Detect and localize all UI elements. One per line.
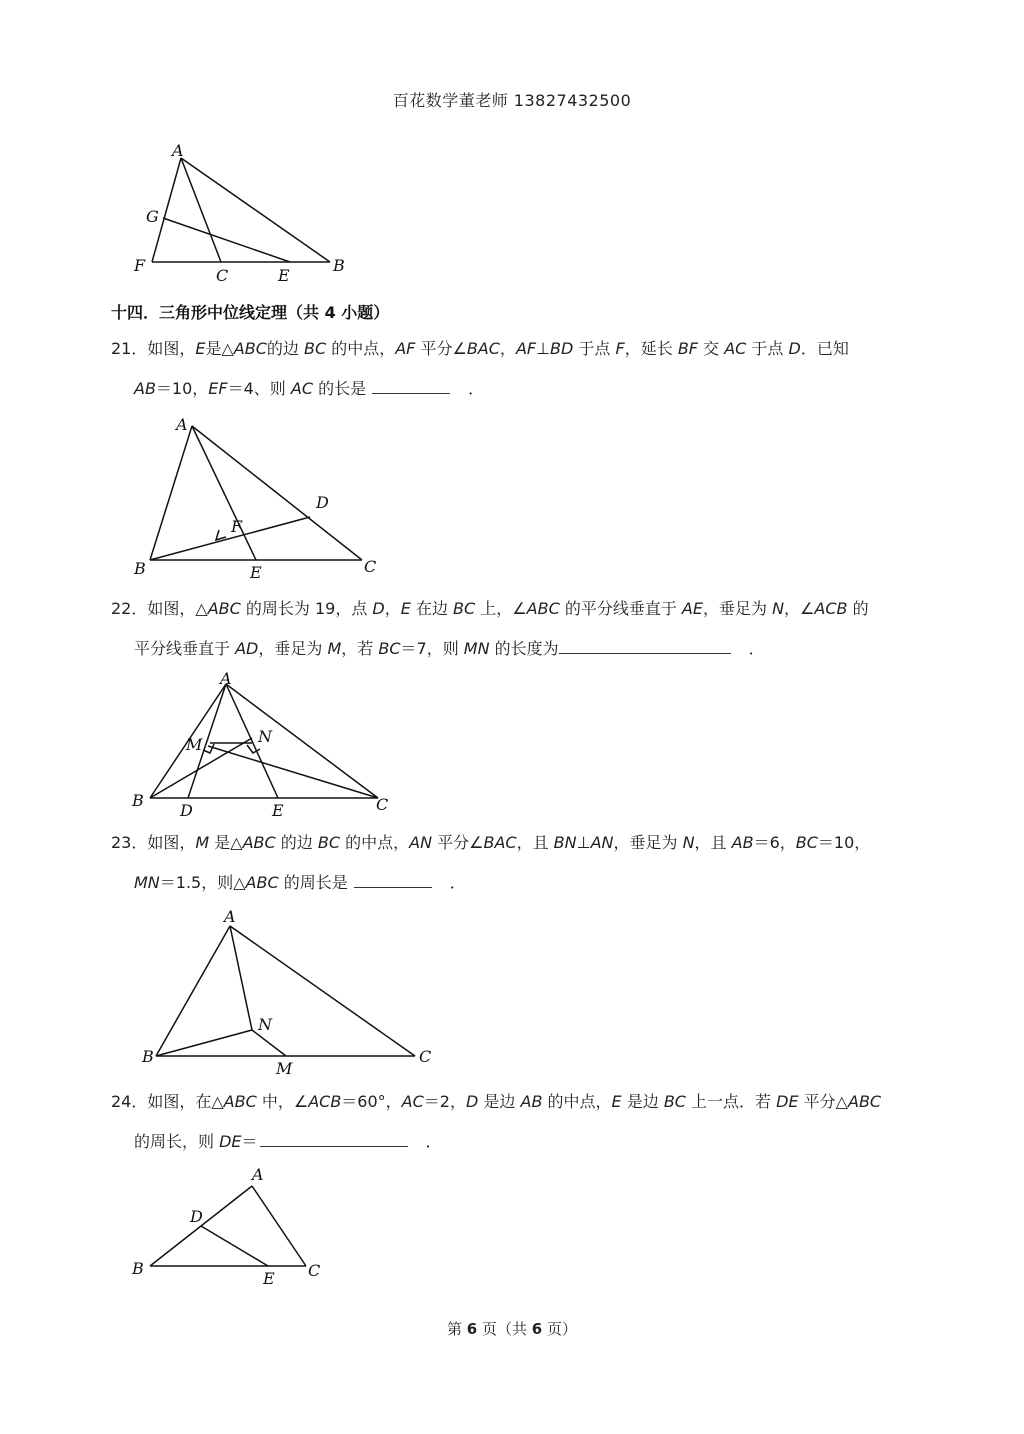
q23-number: 23．如图， [111,833,196,852]
segment-bn [156,1030,252,1056]
label-n: N [258,1015,272,1034]
right-angle-mark-n [247,745,260,753]
label-a: A [252,1165,264,1184]
label-c: C [419,1047,432,1066]
label-a: A [172,141,184,160]
label-a: A [224,907,236,926]
label-a: A [176,415,188,434]
q24-number: 24．如图，在△ [111,1092,224,1111]
segment-ab [181,158,330,262]
label-e: E [263,1269,275,1288]
q21-answer-blank[interactable] [372,379,450,394]
segment-de [201,1226,268,1266]
q24-answer-blank[interactable] [260,1132,408,1147]
q23-answer-blank[interactable] [354,873,432,888]
q21-figure [130,412,390,584]
label-c: C [376,795,389,814]
label-d: D [190,1207,203,1226]
page-footer: 第 6 页（共 6 页） [447,1320,577,1338]
figure-previous-problem [130,140,360,290]
q21-number: 21．如图， [111,339,196,358]
label-b: B [333,256,345,275]
label-d: D [180,801,193,820]
q24-line1: 24．如图，在△ABC 中，∠ACB＝60°，AC＝2，D 是边 AB 的中点，E 是边 BC 上一点．若 DE 平分△ABC [111,1092,882,1111]
segment-bd [150,517,310,560]
segment-ac [181,158,221,262]
segment-an [230,926,252,1030]
label-n: N [258,727,272,746]
label-b: B [134,559,146,578]
segment-ab [150,426,192,560]
segment-ge [163,218,290,262]
q24-line2: 的周长，则 DE＝ ． [134,1132,442,1151]
label-b: B [132,1259,144,1278]
total-page-number: 6 [531,1320,543,1338]
q22-number: 22．如图， [111,599,196,618]
segment-ac [230,926,415,1056]
label-b: B [142,1047,154,1066]
segment-ac [226,684,378,798]
label-c: C [216,266,229,285]
q22-line1: 22．如图，△ABC 的周长为 19，点 D，E 在边 BC 上，∠ABC 的平分线垂直于 AE，垂足为 N，∠ACB 的 [111,599,869,618]
right-angle-mark-f [216,530,226,540]
q22-answer-blank[interactable] [559,639,731,654]
q24-figure [130,1162,330,1292]
section-title: 十四．三角形中位线定理（共 4 小题） [111,303,390,322]
current-page-number: 6 [466,1320,478,1338]
q22-line2: 平分线垂直于 AD，垂足为 M，若 BC＝7，则 MN 的长度为 ． [134,639,765,658]
label-m: M [186,735,203,754]
label-f: F [134,256,146,275]
label-c: C [364,557,377,576]
q21-line2: AB＝10，EF＝4、则 AC 的长是 ． [134,379,485,398]
label-e: E [278,266,290,285]
q23-line2: MN＝1.5，则△ABC 的周长是 ． [134,873,466,892]
label-m: M [276,1059,293,1078]
label-f: F [231,517,243,536]
segment-ac [252,1186,306,1266]
label-b: B [132,791,144,810]
label-g: G [146,207,159,226]
label-e: E [250,563,262,582]
label-c: C [308,1261,321,1280]
label-a: A [220,669,232,688]
segment-ab [156,926,230,1056]
label-e: E [272,801,284,820]
label-d: D [316,493,329,512]
page-header-title: 百花数学董老师 13827432500 [392,91,632,110]
q22-figure [130,668,400,820]
q23-figure [130,904,440,1080]
q21-line1: 21．如图，E是△ABC的边 BC 的中点，AF 平分∠BAC，AF⊥BD 于点 F，延长 BF 交 AC 于点 D．已知 [111,339,849,358]
segment-cm [208,746,378,798]
q23-line1: 23．如图，M 是△ABC 的边 BC 的中点，AN 平分∠BAC，且 BN⊥AN，垂足为 N，且 AB＝6，BC＝10， [111,833,871,852]
